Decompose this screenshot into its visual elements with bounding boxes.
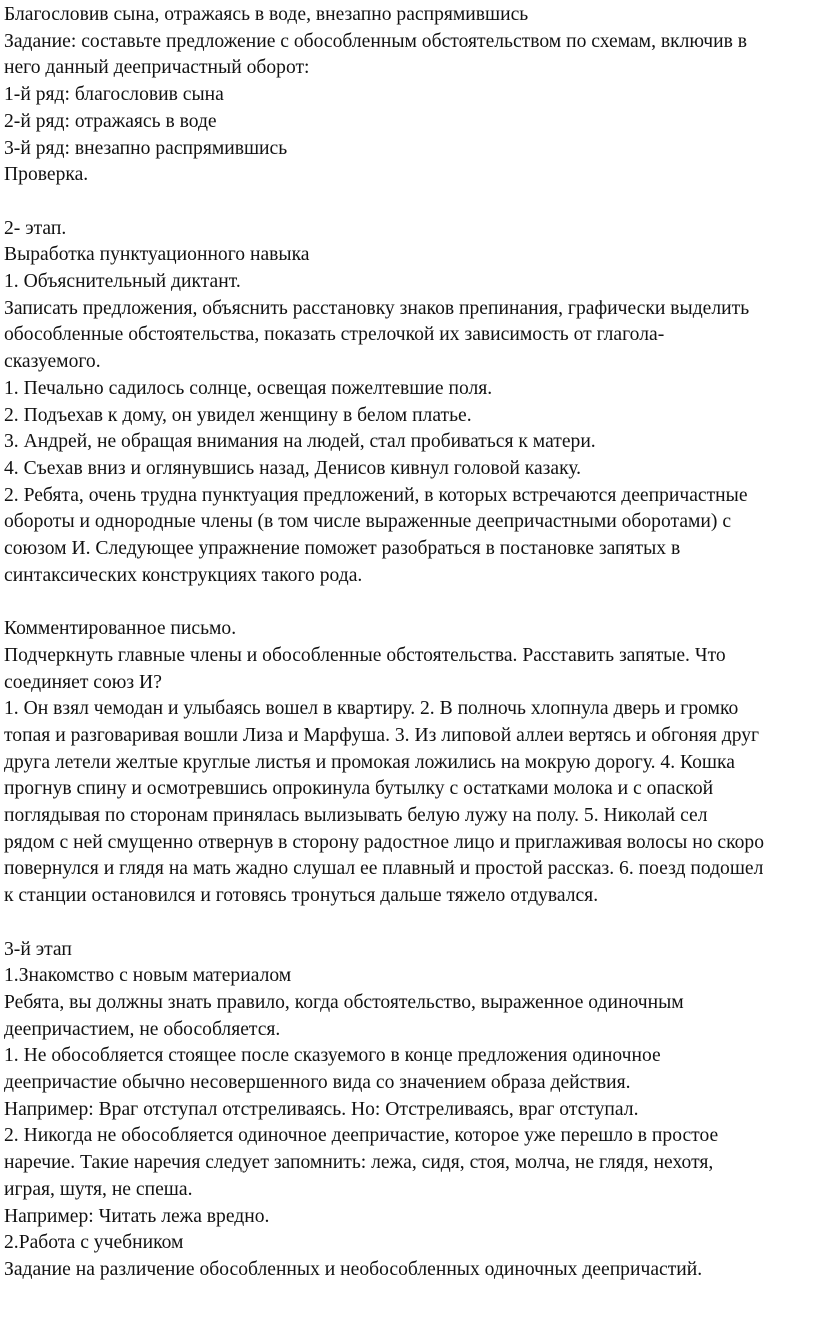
blank-line [4, 589, 810, 616]
text-line: 3-й ряд: внезапно распрямившись [4, 137, 288, 159]
text-line: 2. Никогда не обособляется одиночное деепричастие, которое уже перешло в простое [4, 1125, 719, 1147]
text-line: деепричастием, не обособляется. [4, 1018, 281, 1040]
text-line: Например: Читать лежа вредно. [4, 1205, 270, 1227]
text-line: обороты и однородные члены (в том числе выраженные деепричастными оборотами) с [4, 511, 732, 533]
text-line: Выработка пунктуационного навыка [4, 244, 310, 266]
text-line: сказуемого. [4, 351, 101, 373]
text-line: 1-й ряд: благословив сына [4, 84, 224, 106]
text-line: Записать предложения, объяснить расстановку знаков препинания, графически выделить [4, 297, 750, 319]
text-line: 4. Съехав вниз и оглянувшись назад, Денисов кивнул головой казаку. [4, 457, 582, 479]
text-line: друга летели желтые круглые листья и промокая ложились на мокрую дорогу. 4. Кошка [4, 751, 735, 773]
text-line: повернулся и глядя на мать жадно слушал ее плавный и простой рассказ. 6. поезд подошел [4, 858, 764, 880]
text-line: обособленные обстоятельства, показать стрелочкой их зависимость от глагола- [4, 324, 665, 346]
text-line: 1. Объяснительный диктант. [4, 271, 241, 293]
blank-line [4, 189, 810, 216]
text-line: 1. Он взял чемодан и улыбаясь вошел в квартиру. 2. В полночь хлопнула дверь и громко [4, 698, 739, 720]
text-line: к станции остановился и готовясь тронуться дальше тяжело отдувался. [4, 885, 599, 907]
text-line: Проверка. [4, 164, 89, 186]
text-line: соединяет союз И? [4, 671, 162, 693]
text-line: 3-й этап [4, 938, 72, 960]
text-line: прогнув спину и осмотревшись опрокинула бутылку с остатками молока и с опаской [4, 778, 714, 800]
text-line: рядом с ней смущенно отвернув в сторону радостное лицо и приглаживая волосы но скоро [4, 831, 765, 853]
text-line: 1.Знакомство с новым материалом [4, 965, 292, 987]
text-line: союзом И. Следующее упражнение поможет разобраться в постановке запятых в [4, 538, 681, 560]
text-line: Задание: составьте предложение с обособленным обстоятельством по схемам, включив в [4, 30, 748, 52]
text-line: 2. Подъехав к дому, он увидел женщину в белом платье. [4, 404, 472, 426]
text-line: наречие. Такие наречия следует запомнить: лежа, сидя, стоя, молча, не глядя, нехотя, [4, 1152, 714, 1174]
text-line: 2.Работа с учебником [4, 1232, 184, 1254]
text-line: него данный деепричастный оборот: [4, 57, 310, 79]
text-line: Комментированное письмо. [4, 618, 237, 640]
text-line: 1. Печально садилось солнце, освещая пожелтевшие поля. [4, 377, 493, 399]
text-line: синтаксических конструкциях такого рода. [4, 564, 363, 586]
text-line: 1. Не обособляется стоящее после сказуемого в конце предложения одиночное [4, 1045, 661, 1067]
text-line: 2. Ребята, очень трудна пунктуация предложений, в которых встречаются деепричастные [4, 484, 748, 506]
text-line: Задание на различение обособленных и необособленных одиночных деепричастий. [4, 1259, 703, 1280]
text-line: 2-й ряд: отражаясь в воде [4, 110, 217, 132]
text-line: 2- этап. [4, 217, 67, 239]
text-line: деепричастие обычно несовершенного вида со значением образа действия. [4, 1072, 631, 1094]
text-line: Благословив сына, отражаясь в воде, внезапно распрямившись [4, 4, 529, 25]
text-line: Подчеркнуть главные члены и обособленные обстоятельства. Расставить запятые. Что [4, 644, 726, 666]
text-line: топая и разговаривая вошли Лиза и Марфуша. 3. Из липовой аллеи вертясь и обгоняя друг [4, 724, 760, 746]
text-line: Ребята, вы должны знать правило, когда обстоятельство, выраженное одиночным [4, 991, 684, 1013]
text-line: 3. Андрей, не обращая внимания на людей, стал пробиваться к матери. [4, 431, 596, 453]
text-line: Например: Враг отступал отстреливаясь. Но: Отстреливаясь, враг отступал. [4, 1098, 639, 1120]
text-line: поглядывая по сторонам принялась вылизывать белую лужу на полу. 5. Николай сел [4, 805, 708, 827]
text-line: играя, шутя, не спеша. [4, 1178, 193, 1200]
blank-line [4, 910, 810, 937]
